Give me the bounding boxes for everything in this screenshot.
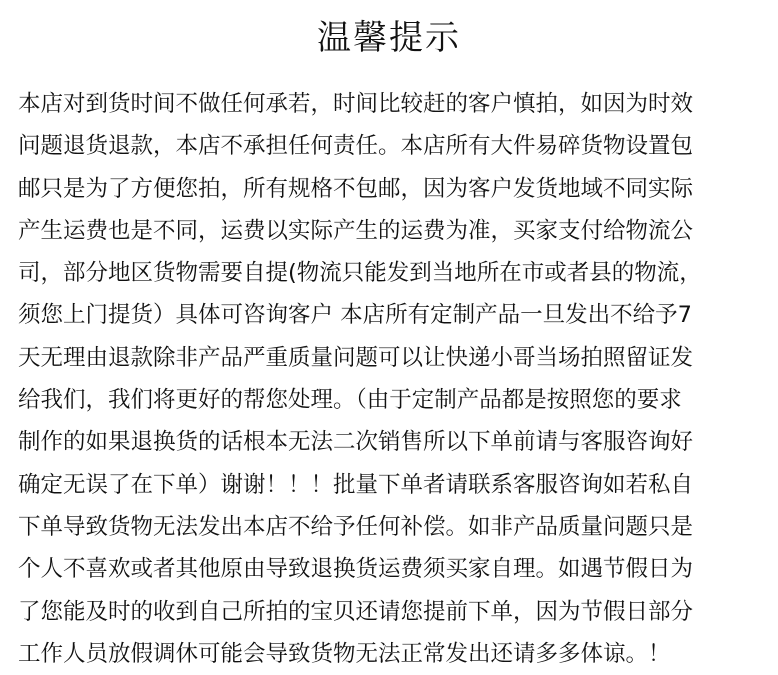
notice-title: 温馨提示: [317, 18, 461, 58]
notice-line: 个人不喜欢或者其他原由导致退换货运费须买家自理。如遇节假日为: [18, 556, 694, 583]
notice-line: 本店对到货时间不做任何承若，时间比较赶的客户慎拍，如因为时效: [18, 91, 694, 117]
notice-line: 邮只是为了方便您拍，所有规格不包邮，因为客户发货地域不同实际: [18, 175, 694, 202]
notice-line: 给我们，我们将更好的帮您处理。（由于定制产品都是按照您的要求: [18, 387, 682, 414]
notice-line: 了您能及时的收到自己所拍的宝贝还请您提前下单，因为节假日部分: [18, 598, 694, 625]
notice-line: 制作的如果退换货的话根本无法二次销售所以下单前请与客服咨询好: [18, 429, 694, 456]
notice-line: 下单导致货物无法发出本店不给予任何补偿。如非产品质量问题只是: [18, 513, 694, 540]
notice-line: 产生运费也是不同，运费以实际产生的运费为准，买家支付给物流公: [18, 217, 694, 244]
notice-body: [18, 83, 763, 675]
notice-line: 工作人员放假调休可能会导致货物无法正常发出还请多多体谅。！: [18, 640, 671, 667]
notice-line: 司，部分地区货物需要自提(物流只能发到当地所在市或者县的物流，: [18, 260, 702, 287]
notice-line: 须您上门提货）具体可咨询客户 本店所有定制产品一旦发出不给予7: [18, 302, 692, 329]
notice-line: 问题退货退款，本店不承担任何责任。本店所有大件易碎货物设置包: [18, 133, 694, 160]
notice-line: 确定无误了在下单）谢谢！！！批量下单者请联系客服咨询如若私自: [18, 471, 694, 498]
notice-line: 天无理由退款除非产品严重质量问题可以让快递小哥当场拍照留证发: [18, 344, 694, 371]
